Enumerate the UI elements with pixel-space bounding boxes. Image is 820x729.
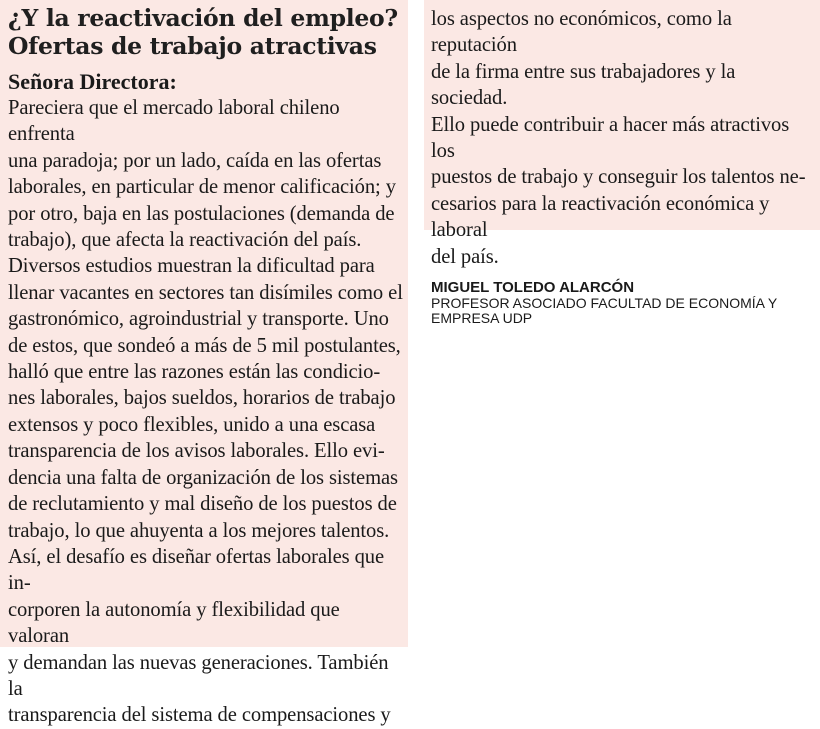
letter-right-column: [424, 0, 820, 327]
headline: ¿Y la reactivación del empleo? Ofertas de trabajo atractivas: [8, 4, 398, 60]
letter-body-left: Pareciera que el mercado laboral chileno enfrenta una paradoja; por un lado, caída en las ofertas laborales, en particular de menor calificación; y por otro, baja en las postulaciones (demanda de trabajo), que afecta la reactivación del país. Diversos estudios muestran la dificultad para llenar vacantes en sectores tan disímiles como el gastronómico, agroindustrial y transporte. Uno de estos, que sondeó a más de 5 mil postulantes, halló que entre las razones están las condicio- nes laborales, bajos sueldos, horarios de trabajo extensos y poco flexibles, unido a una escasa transparencia de los avisos laborales. Ello evi- dencia una falta de organización de los sistemas de reclutamiento y mal diseño de los puestos de trabajo, lo que ahuyenta a los mejores talentos. Así, el desafío es diseñar ofertas laborales que in- corporen la autonomía y flexibilidad que valoran y demandan las nuevas generaciones. También la transparencia del sistema de compensaciones y: [8, 97, 403, 727]
author-name: MIGUEL TOLEDO ALARCÓN: [431, 279, 635, 297]
author-title: PROFESOR ASOCIADO FACULTAD DE ECONOMÍA Y EMPRESA UDP: [431, 295, 778, 327]
salutation: Señora Directora:: [8, 69, 177, 94]
letter-left-column: [0, 0, 408, 727]
letter-body-right: los aspectos no económicos, como la reputación de la firma entre sus trabajadores y la sociedad. Ello puede contribuir a hacer más atractivos los puestos de trabajo y conseguir los talentos ne- cesarios para la reactivación económica y laboral del país.: [431, 8, 806, 268]
